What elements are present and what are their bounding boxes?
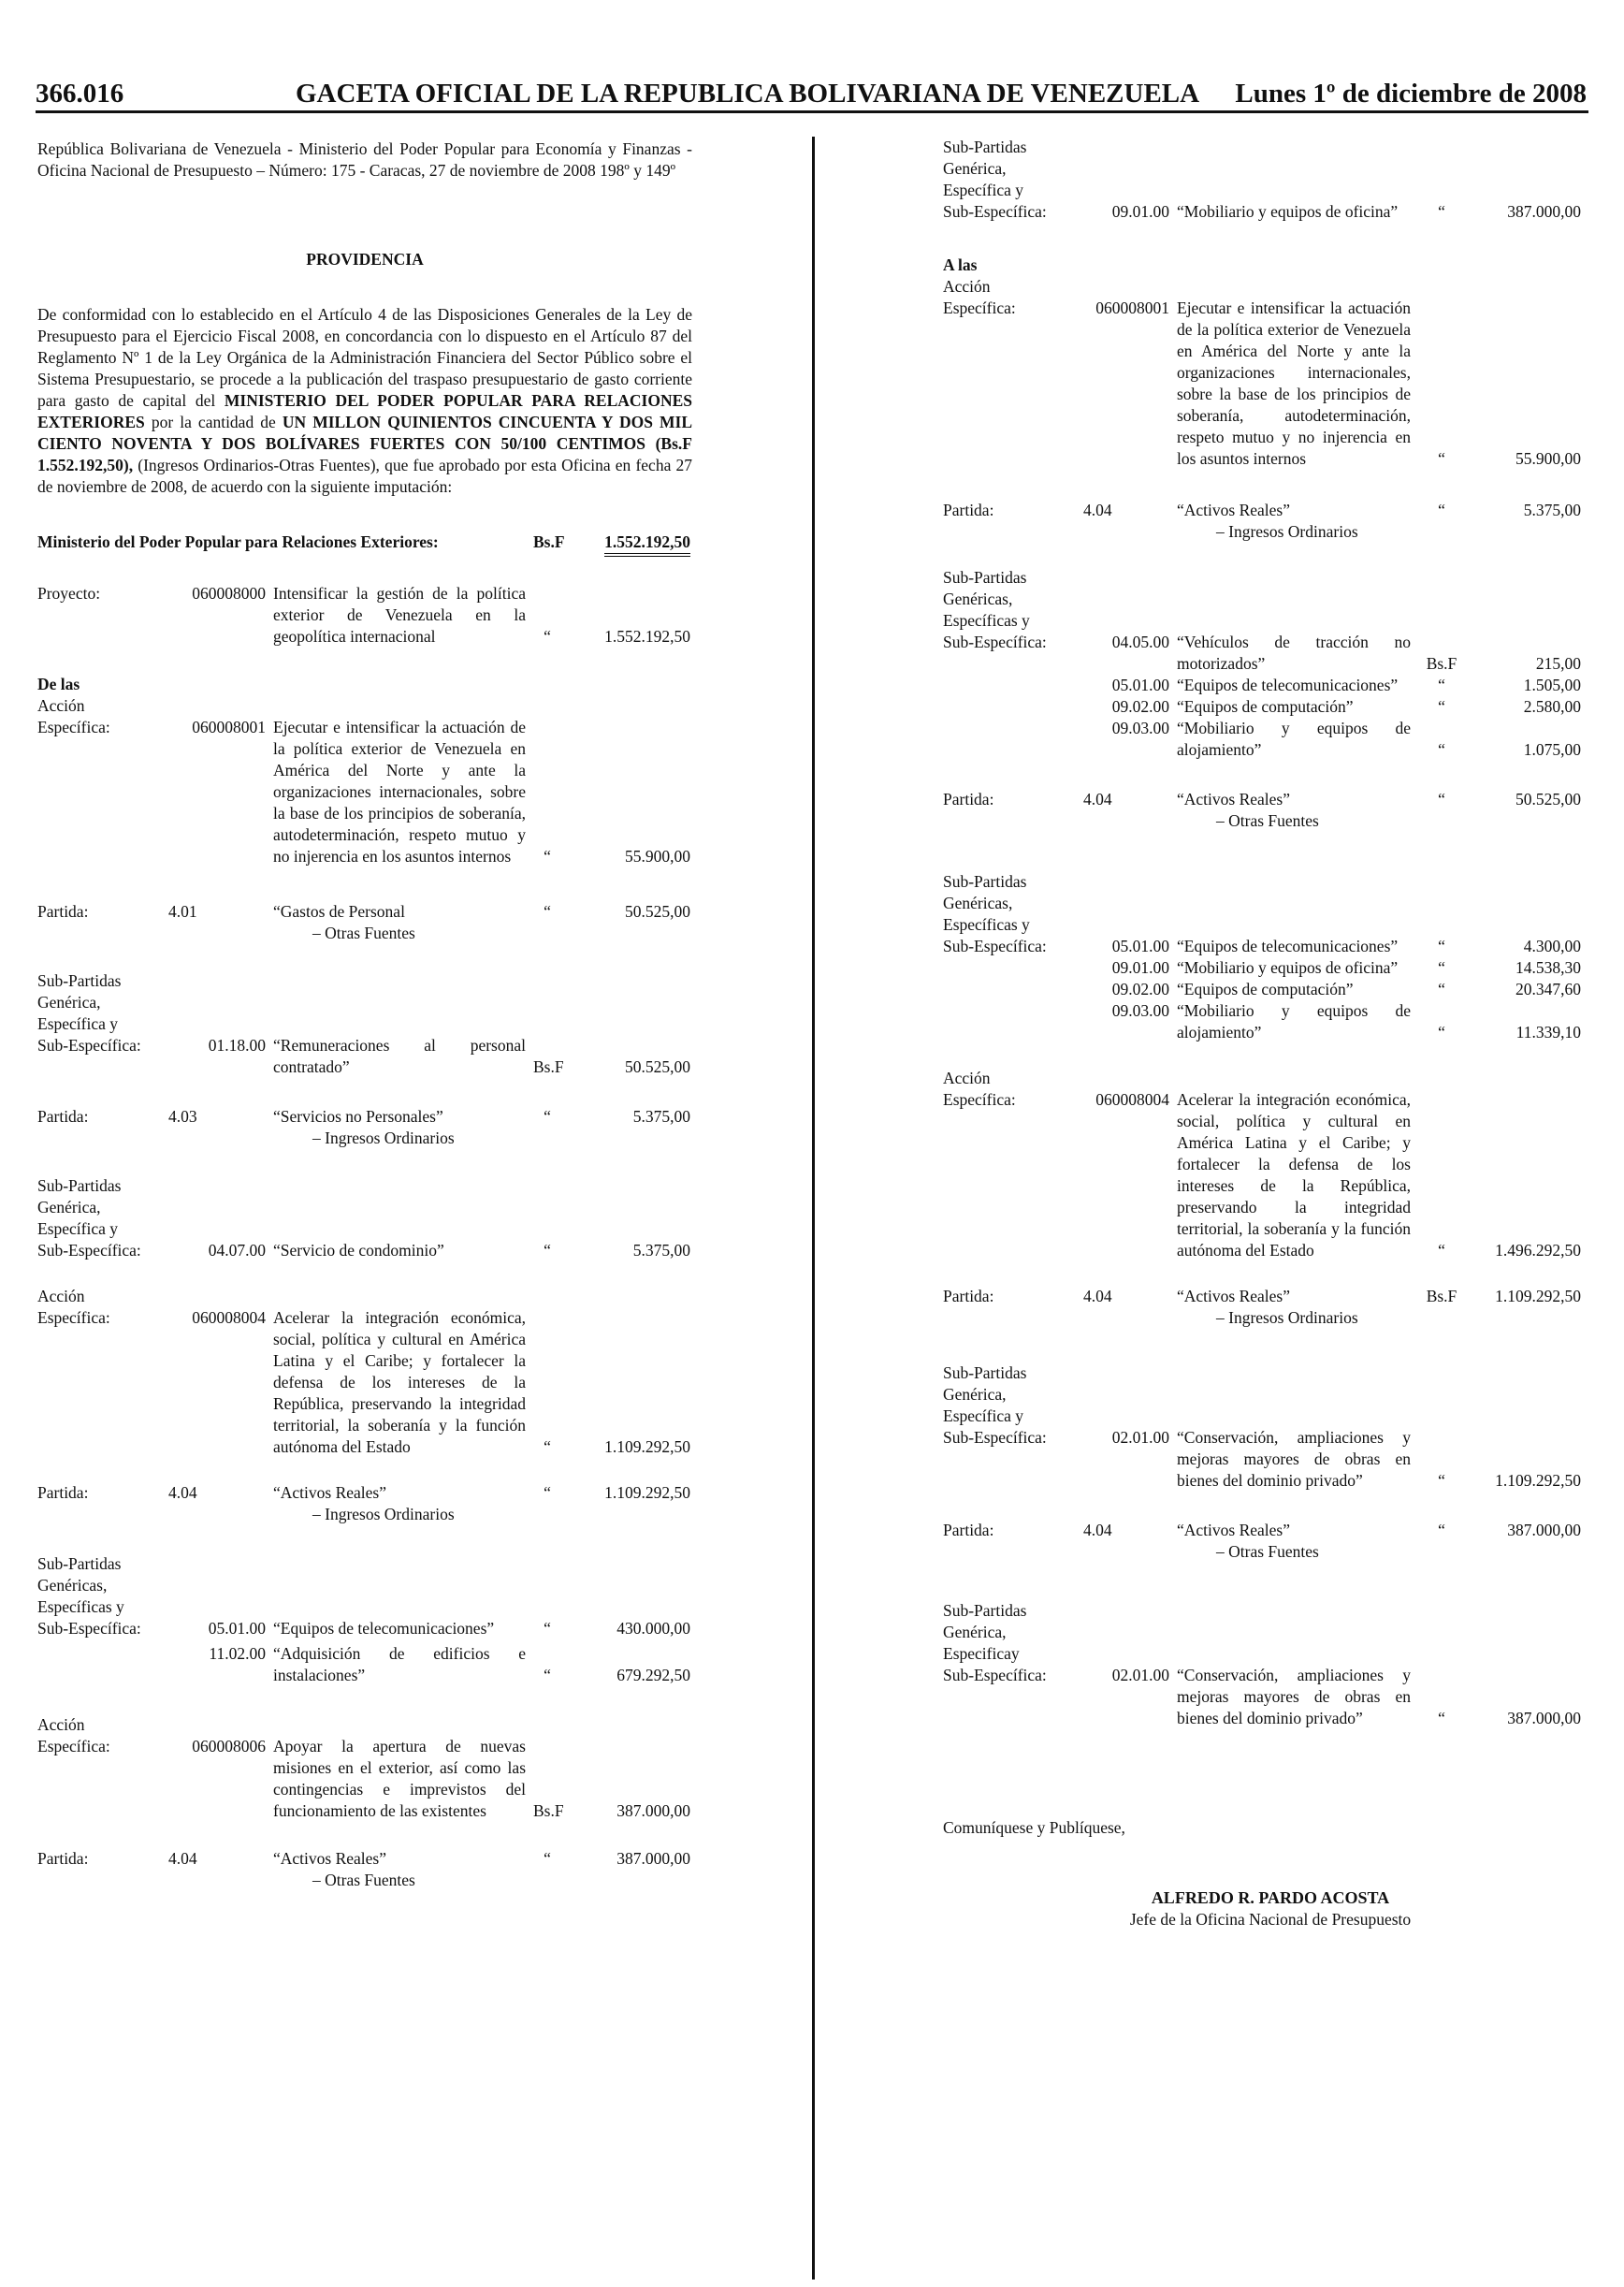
subpartida-amount: 1.505,00 xyxy=(1523,676,1581,694)
sp-label-1: Sub-Partidas xyxy=(943,872,1027,891)
ditto-mark: “ xyxy=(544,847,551,866)
subpartida-desc: “Servicio de condominio” xyxy=(273,1241,444,1260)
subpartida-desc: “Equipos de computación” xyxy=(1177,697,1354,716)
subpartida-05-01-entry xyxy=(37,1618,692,1639)
sp-label-2: Genéricas, xyxy=(943,894,1013,912)
partida-title: “Activos Reales” xyxy=(1177,1287,1290,1305)
partida-code: 4.04 xyxy=(1083,1521,1112,1539)
partida-404-otras-entry xyxy=(943,789,1598,832)
partida-label: Partida: xyxy=(943,1521,994,1539)
partida-code: 4.04 xyxy=(1083,790,1112,808)
partida-amount: 1.109.292,50 xyxy=(1495,1287,1581,1305)
proyecto-amount: 1.552.192,50 xyxy=(604,627,690,646)
partida-source: – Ingresos Ordinarios xyxy=(312,1129,455,1147)
sp-label-2: Genérica, xyxy=(943,1385,1007,1404)
subpartida-code: 05.01.00 xyxy=(208,1619,266,1638)
subpartida-amount: 20.347,60 xyxy=(1515,980,1581,998)
ministry-label: Ministerio del Poder Popular para Relaciones Exteriores: xyxy=(37,532,439,551)
partida-desc xyxy=(273,1106,526,1149)
ae-001-desc: Ejecutar e intensificar la actuación de la política exterior de Venezuela en América del Norte y ante la organizaciones internacionales, sobre la base de los principios de soberanía, autodeterminación, respeto mutuo y no injerencia en los asuntos internos xyxy=(273,718,526,866)
ditto-mark: “ xyxy=(1438,697,1445,716)
subpartida-desc: “Equipos de telecomunicaciones” xyxy=(273,1619,495,1638)
subpartida-labels xyxy=(943,871,1598,936)
subpartida-code: 09.02.00 xyxy=(1111,697,1169,716)
partida-label: Partida: xyxy=(943,1287,994,1305)
subpartida-amount: 679.292,50 xyxy=(616,1666,690,1684)
partida-desc xyxy=(1177,1286,1411,1329)
subpartida-code: 09.03.00 xyxy=(1111,719,1169,737)
partida-code: 4.04 xyxy=(1083,1287,1112,1305)
sp-label-1: Sub-Partidas xyxy=(943,1601,1027,1620)
page-number: 366.016 xyxy=(36,79,124,109)
subpartida-05-01-entry xyxy=(943,675,1598,696)
sp-label-1: Sub-Partidas xyxy=(37,1554,122,1573)
subpartida-code: 01.18.00 xyxy=(208,1036,266,1055)
signer-name: ALFREDO R. PARDO ACOSTA xyxy=(1151,1888,1390,1907)
ditto-mark: “ xyxy=(544,1666,551,1684)
currency-label: Bs.F xyxy=(1426,1287,1457,1305)
sp-label-4: Sub-Específica: xyxy=(943,633,1047,651)
ae-004-dest-entry xyxy=(943,1089,1598,1261)
signer-title: Jefe de la Oficina Nacional de Presupuesto xyxy=(1129,1910,1412,1929)
partida-label: Partida: xyxy=(37,1483,89,1502)
subpartida-desc: “Equipos de telecomunicaciones” xyxy=(1177,937,1399,955)
column-divider xyxy=(812,137,815,2280)
ditto-mark: “ xyxy=(1438,1521,1445,1539)
subpartida-01-18-entry xyxy=(37,1035,692,1078)
ae-004-code: 060008004 xyxy=(1095,1090,1169,1109)
sp-label-1: Sub-Partidas xyxy=(943,1363,1027,1382)
sp-label-4: Sub-Específica: xyxy=(943,202,1047,221)
sp-label-2: Genéricas, xyxy=(37,1576,108,1595)
right-column xyxy=(943,137,1598,1930)
subpartida-09-03-entry xyxy=(943,1000,1598,1043)
ae-001-code: 060008001 xyxy=(1095,299,1169,317)
subpartida-04-05-entry xyxy=(943,632,1598,675)
partida-404-entry xyxy=(37,1482,692,1525)
subpartida-09-01-entry xyxy=(943,957,1598,979)
partida-desc xyxy=(273,901,526,944)
accion-label: Acción xyxy=(37,696,85,715)
partida-amount: 387.000,00 xyxy=(616,1849,690,1868)
partida-amount: 50.525,00 xyxy=(1515,790,1581,808)
sp-label-3: Específica y xyxy=(37,1219,118,1238)
sp-label-2: Genérica, xyxy=(37,1198,101,1216)
subpartida-amount: 50.525,00 xyxy=(625,1057,690,1076)
ditto-mark: “ xyxy=(544,1107,551,1126)
body-text-1: De conformidad con lo establecido en el Artículo 4 de las Disposiciones Generales de la Ley de Presupuesto para el Ejercicio Fiscal 2008, en concordancia con lo dispuesto en el Artículo 87 del Reglamento Nº 1 de la Ley Orgánica de la Administración Financiera del Sector Público sobre el Sistema Presupuestario, se procede a la publicación del traspaso presupuestario de gasto corriente para gasto de capital del xyxy=(37,305,692,410)
subpartida-amount: 430.000,00 xyxy=(616,1619,690,1638)
ditto-mark: “ xyxy=(1438,501,1445,519)
sp-label-4: Sub-Específica: xyxy=(943,1666,1047,1684)
sp-label-4: Sub-Específica: xyxy=(37,1036,141,1055)
subpartida-amount: 215,00 xyxy=(1535,654,1581,673)
ditto-mark: “ xyxy=(544,1437,551,1456)
subpartida-desc: “Conservación, ampliaciones y mejoras mayores de obras en bienes del dominio privado” xyxy=(1177,1666,1411,1727)
ditto-mark: “ xyxy=(1438,676,1445,694)
partida-source: – Ingresos Ordinarios xyxy=(1216,1308,1358,1327)
body-amount-words: UN MILLON QUINIENTOS CINCUENTA Y DOS MIL CIENTO NOVENTA Y DOS BOLÍVARES FUERTES CON 50/100 CENTIMOS (Bs.F 1.552.192,50), xyxy=(37,413,693,474)
sp-label-4: Sub-Específica: xyxy=(943,1428,1047,1447)
subpartida-02-01-entry xyxy=(943,1427,1598,1492)
ae-004-entry xyxy=(37,1307,692,1458)
subpartida-02-01-otras-entry xyxy=(943,1665,1598,1729)
subpartida-amount: 1.109.292,50 xyxy=(1495,1471,1581,1490)
issuer-line: República Bolivariana de Venezuela - Ministerio del Poder Popular para Economía y Finanzas - Oficina Nacional de Presupuesto – Número: 175 - Caracas, 27 de noviembre de 2008 198º y 149º xyxy=(37,139,692,180)
partida-code: 4.04 xyxy=(168,1483,197,1502)
proyecto-desc: Intensificar la gestión de la política exterior de Venezuela en la geopolítica internacional xyxy=(273,584,526,646)
ditto-mark: “ xyxy=(1438,1023,1445,1042)
subpartida-09-02-entry xyxy=(943,696,1598,718)
currency-label: Bs.F xyxy=(533,1801,564,1820)
subpartida-amount: 1.075,00 xyxy=(1523,740,1581,759)
subpartida-amount: 387.000,00 xyxy=(1507,1709,1581,1727)
partida-404-ingresos-entry xyxy=(943,1286,1598,1329)
proyecto-code: 060008000 xyxy=(192,584,266,603)
ministry-total-line xyxy=(37,532,692,553)
subpartida-code: 09.03.00 xyxy=(1111,1001,1169,1020)
ditto-mark: “ xyxy=(1438,1241,1445,1260)
partida-desc xyxy=(1177,789,1411,832)
sp-label-3: Específicas y xyxy=(943,915,1030,934)
subpartida-05-01-entry xyxy=(943,936,1598,957)
subpartida-labels xyxy=(943,567,1598,632)
ae-001-entry xyxy=(37,717,692,867)
ae-004-amount: 1.496.292,50 xyxy=(1495,1241,1581,1260)
subpartida-09-02-entry xyxy=(943,979,1598,1000)
partida-source: – Otras Fuentes xyxy=(1216,811,1319,830)
partida-403-entry xyxy=(37,1106,692,1149)
partida-source: – Ingresos Ordinarios xyxy=(1216,522,1358,541)
partida-title: “Gastos de Personal xyxy=(273,902,405,921)
partida-desc xyxy=(273,1482,526,1525)
ae-004-amount: 1.109.292,50 xyxy=(604,1437,690,1456)
subpartida-amount: 5.375,00 xyxy=(632,1241,690,1260)
sp-label-4: Sub-Específica: xyxy=(37,1619,141,1638)
ae-006-desc: Apoyar la apertura de nuevas misiones en el exterior, así como las contingencias e imprevistos del funcionamiento de las existentes xyxy=(273,1737,526,1820)
ae-001-dest-entry xyxy=(943,298,1598,470)
ditto-mark: “ xyxy=(544,1849,551,1868)
subpartida-amount: 4.300,00 xyxy=(1523,937,1581,955)
partida-source: – Ingresos Ordinarios xyxy=(312,1505,455,1523)
accion-label: Acción xyxy=(37,1287,85,1305)
subpartida-desc: “Equipos de telecomunicaciones” xyxy=(1177,676,1399,694)
sp-label-1: Sub-Partidas xyxy=(943,138,1027,156)
subpartida-04-07-entry xyxy=(37,1240,692,1261)
sp-label-3: Específicas y xyxy=(37,1597,124,1616)
partida-source: – Otras Fuentes xyxy=(312,924,415,942)
ditto-mark: “ xyxy=(544,627,551,646)
especifica-label: Específica: xyxy=(943,299,1016,317)
subpartida-labels xyxy=(943,1362,1598,1427)
especifica-label: Específica: xyxy=(37,1308,110,1327)
sp-label-2: Genérica, xyxy=(943,1623,1007,1641)
ae-006-entry xyxy=(37,1736,692,1822)
partida-label: Partida: xyxy=(37,902,89,921)
subpartida-code: 02.01.00 xyxy=(1111,1666,1169,1684)
subpartida-desc: “Mobiliario y equipos de alojamiento” xyxy=(1177,1001,1411,1042)
ae-006-code: 060008006 xyxy=(192,1737,266,1755)
sp-label-1: Sub-Partidas xyxy=(943,568,1027,587)
issue-date: Lunes 1º de diciembre de 2008 xyxy=(1235,79,1587,109)
partida-title: “Activos Reales” xyxy=(273,1483,386,1502)
subpartida-code: 09.02.00 xyxy=(1111,980,1169,998)
subpartida-code: 09.01.00 xyxy=(1111,202,1169,221)
ae-006-amount: 387.000,00 xyxy=(616,1801,690,1820)
a-las-label: A las xyxy=(943,255,978,274)
subpartida-code: 05.01.00 xyxy=(1111,676,1169,694)
ditto-mark: “ xyxy=(1438,740,1445,759)
proyecto-label: Proyecto: xyxy=(37,584,101,603)
ae-004-desc: Acelerar la integración económica, social, política y cultural en América Latina y el Caribe; y fortalecer la defensa de los intereses de la República, preservando la integridad territorial, la soberanía y la función autónoma del Estado xyxy=(273,1308,526,1456)
accion-label: Acción xyxy=(943,1069,991,1087)
subpartida-code: 11.02.00 xyxy=(209,1644,266,1663)
providencia-body xyxy=(37,304,692,498)
partida-title: “Activos Reales” xyxy=(1177,501,1290,519)
partida-title: “Activos Reales” xyxy=(1177,790,1290,808)
sp-label-3: Específica y xyxy=(943,1406,1023,1425)
subpartida-desc: “Mobiliario y equipos de oficina” xyxy=(1177,958,1399,977)
subpartida-desc: “Equipos de computación” xyxy=(1177,980,1354,998)
ditto-mark: “ xyxy=(1438,202,1445,221)
gazette-title: GACETA OFICIAL DE LA REPUBLICA BOLIVARIANA DE VENEZUELA xyxy=(296,79,1200,109)
subpartida-desc: “Remuneraciones al personal contratado” xyxy=(273,1036,526,1076)
especifica-label: Específica: xyxy=(37,718,110,736)
partida-code: 4.04 xyxy=(1083,501,1112,519)
proyecto-entry xyxy=(37,583,692,648)
subpartida-desc: “Vehículos de tracción no motorizados” xyxy=(1177,633,1411,673)
partida-401-entry xyxy=(37,901,692,944)
subpartida-11-02-entry xyxy=(37,1643,692,1686)
partida-code: 4.03 xyxy=(168,1107,197,1126)
partida-code: 4.01 xyxy=(168,902,197,921)
partida-404-otras-entry xyxy=(37,1848,692,1891)
subpartida-code: 04.07.00 xyxy=(208,1241,266,1260)
subpartida-desc: “Mobiliario y equipos de oficina” xyxy=(1177,202,1399,221)
ministry-currency: Bs.F xyxy=(533,532,565,551)
partida-amount: 387.000,00 xyxy=(1507,1521,1581,1539)
currency-label: Bs.F xyxy=(1426,654,1457,673)
subpartida-labels xyxy=(37,970,692,1035)
sp-label-3: Específicas y xyxy=(943,611,1030,630)
ae-001-code: 060008001 xyxy=(192,718,266,736)
partida-404-ingresos-entry xyxy=(943,500,1598,543)
accion-label: Acción xyxy=(37,1715,85,1734)
ae-001-amount: 55.900,00 xyxy=(1515,449,1581,468)
subpartida-code: 09.01.00 xyxy=(1111,958,1169,977)
subpartida-amount: 2.580,00 xyxy=(1523,697,1581,716)
partida-source: – Otras Fuentes xyxy=(1216,1542,1319,1561)
ditto-mark: “ xyxy=(544,1619,551,1638)
sp-label-3: Específica y xyxy=(37,1014,118,1033)
ditto-mark: “ xyxy=(1438,790,1445,808)
subpartida-desc: “Adquisición de edificios e instalaciones” xyxy=(273,1644,526,1684)
ministry-amount: 1.552.192,50 xyxy=(604,532,690,557)
ae-001-amount: 55.900,00 xyxy=(625,847,690,866)
sp-label-3: Especificay xyxy=(943,1644,1020,1663)
sp-label-4: Sub-Específica: xyxy=(943,937,1047,955)
ditto-mark: “ xyxy=(1438,449,1445,468)
ditto-mark: “ xyxy=(544,1241,551,1260)
ditto-mark: “ xyxy=(544,1483,551,1502)
subpartida-code: 02.01.00 xyxy=(1111,1428,1169,1447)
body-text-2: por la cantidad de xyxy=(151,413,276,431)
ditto-mark: “ xyxy=(1438,1471,1445,1490)
subpartida-labels xyxy=(943,1600,1598,1665)
subpartida-code: 05.01.00 xyxy=(1111,937,1169,955)
ditto-mark: “ xyxy=(1438,958,1445,977)
partida-desc xyxy=(1177,1520,1411,1563)
especifica-label: Específica: xyxy=(943,1090,1016,1109)
signature-block xyxy=(1055,1887,1486,1930)
subpartida-09-01-entry xyxy=(943,201,1598,223)
left-column xyxy=(37,138,692,1891)
subpartida-amount: 11.339,10 xyxy=(1515,1023,1581,1042)
partida-title: “Servicios no Personales” xyxy=(273,1107,443,1126)
subpartida-desc: “Mobiliario y equipos de alojamiento” xyxy=(1177,719,1411,759)
partida-amount: 1.109.292,50 xyxy=(604,1483,690,1502)
partida-amount: 5.375,00 xyxy=(632,1107,690,1126)
body-text-3: (Ingresos Ordinarios-Otras Fuentes), que fue aprobado por esta Oficina en fecha 27 de noviembre de 2008, de acuerdo con la siguiente imputación: xyxy=(37,456,692,496)
subpartida-amount: 387.000,00 xyxy=(1507,202,1581,221)
partida-source: – Otras Fuentes xyxy=(312,1871,415,1889)
partida-label: Partida: xyxy=(37,1107,89,1126)
ae-004-code: 060008004 xyxy=(192,1308,266,1327)
de-las-label: De las xyxy=(37,675,80,693)
partida-amount: 50.525,00 xyxy=(625,902,690,921)
partida-label: Partida: xyxy=(943,790,994,808)
body-ministry: MINISTERIO DEL PODER POPULAR PARA RELACIONES EXTERIORES xyxy=(37,391,693,431)
subpartida-labels xyxy=(37,1553,692,1618)
partida-title: “Activos Reales” xyxy=(1177,1521,1290,1539)
partida-title: “Activos Reales” xyxy=(273,1849,386,1868)
partida-label: Partida: xyxy=(943,501,994,519)
sp-label-4: Sub-Específica: xyxy=(37,1241,141,1260)
partida-code: 4.04 xyxy=(168,1849,197,1868)
subpartida-amount: 14.538,30 xyxy=(1515,958,1581,977)
partida-desc xyxy=(273,1848,526,1891)
especifica-label: Específica: xyxy=(37,1737,110,1755)
ditto-mark: “ xyxy=(1438,1709,1445,1727)
subpartida-desc: “Conservación, ampliaciones y mejoras mayores de obras en bienes del dominio privado” xyxy=(1177,1428,1411,1490)
ditto-mark: “ xyxy=(1438,980,1445,998)
ae-001-desc: Ejecutar e intensificar la actuación de la política exterior de Venezuela en América del Norte y ante la organizaciones internacionales, sobre la base de los principios de soberanía, autodeterminación, respeto mutuo y no injerencia en los asuntos internos xyxy=(1177,299,1411,468)
subpartida-09-03-entry xyxy=(943,718,1598,761)
document-heading: PROVIDENCIA xyxy=(306,250,424,269)
partida-label: Partida: xyxy=(37,1849,89,1868)
partida-amount: 5.375,00 xyxy=(1523,501,1581,519)
header-rule xyxy=(36,110,1588,113)
subpartida-code: 04.05.00 xyxy=(1111,633,1169,651)
sp-label-2: Genérica, xyxy=(37,993,101,1012)
sp-label-2: Genérica, xyxy=(943,159,1007,178)
accion-label: Acción xyxy=(943,277,991,296)
ditto-mark: “ xyxy=(544,902,551,921)
partida-404-otras-entry xyxy=(943,1520,1598,1563)
sp-label-2: Genéricas, xyxy=(943,590,1013,608)
currency-label: Bs.F xyxy=(533,1057,564,1076)
closing-formula: Comuníquese y Publíquese, xyxy=(943,1818,1125,1837)
sp-label-1: Sub-Partidas xyxy=(37,1176,122,1195)
subpartida-labels xyxy=(37,1175,692,1240)
sp-label-3: Específica y xyxy=(943,181,1023,199)
subpartida-labels xyxy=(943,137,1598,201)
partida-desc xyxy=(1177,500,1411,543)
ditto-mark: “ xyxy=(1438,937,1445,955)
sp-label-1: Sub-Partidas xyxy=(37,971,122,990)
ae-004-desc: Acelerar la integración económica, social, política y cultural en América Latina y el Caribe; y fortalecer la defensa de los intereses de la República, preservando la integridad territorial, la soberanía y la función autónoma del Estado xyxy=(1177,1090,1411,1260)
